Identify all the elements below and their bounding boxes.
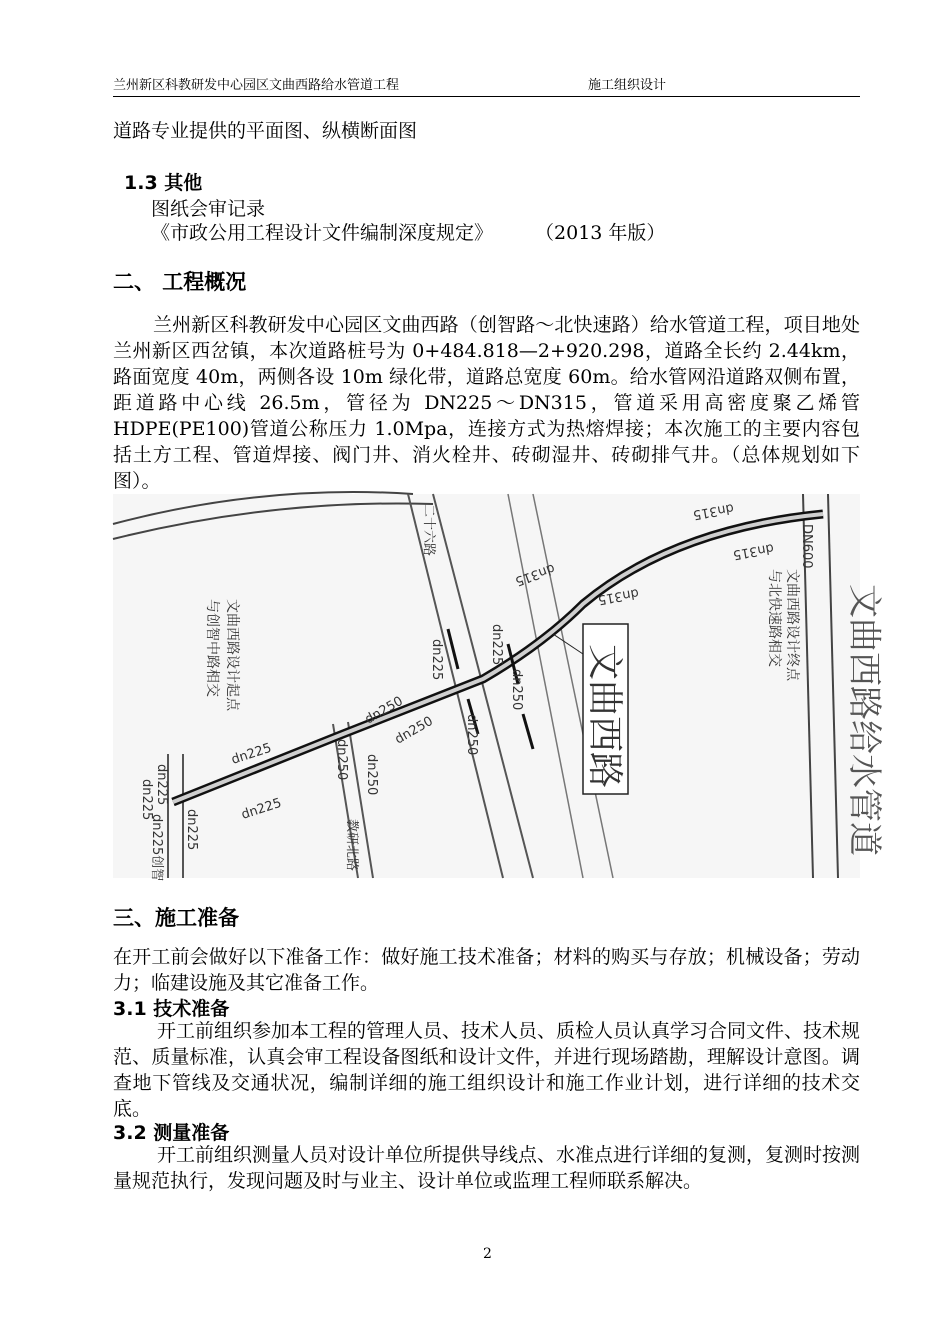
section-3-2-body: 开工前组织测量人员对设计单位所提供导线点、水准点进行详细的复测，复测时按测量规范执行，发现问题及时与业主、设计单位或监理工程师联系解决。 xyxy=(113,1144,861,1192)
pipe-label-dn250: dn250 xyxy=(364,754,379,796)
section-1-3-title: 1.3 其他 xyxy=(124,172,203,194)
road-label-chuangzhi: dn225创智 xyxy=(149,814,164,882)
header-project-title: 兰州新区科教研发中心园区文曲西路给水管道工程 xyxy=(113,78,400,93)
pipe-label-dn225: dn225 xyxy=(139,779,154,821)
road-plan-svg xyxy=(113,494,884,882)
header-rule xyxy=(113,96,860,97)
pipe-label-dn225: dn225 xyxy=(229,740,274,768)
header-doc-type: 施工组织设计 xyxy=(588,78,667,93)
road-label-jiaoyan: 教研北路 xyxy=(344,819,359,872)
road-name-label: 文曲西路 xyxy=(584,644,625,789)
pipe-label-dn315: dn315 xyxy=(731,540,775,563)
pipe-label-dn315: dn315 xyxy=(691,500,735,523)
section-3-1-title: 3.1 技术准备 xyxy=(113,998,230,1020)
section-3-2-title: 3.2 测量准备 xyxy=(113,1122,230,1144)
page-number: 2 xyxy=(483,1246,492,1262)
pipe-label-dn225: dn225 xyxy=(239,795,284,823)
section-2-title: 二、 工程概况 xyxy=(113,270,247,294)
road-plan-figure xyxy=(113,494,884,882)
pipe-label-dn225: dn225 xyxy=(184,809,199,851)
pipe-label-dn600: DN600 xyxy=(799,524,814,569)
road-label-26: 二十六路 xyxy=(421,504,436,557)
reference-standard: 《市政公用工程设计文件编制深度规定》 xyxy=(151,222,494,244)
pipe-label-dn250: dn250 xyxy=(334,739,349,781)
reference-line-2: 图纸会审记录 xyxy=(151,198,266,220)
pipe-label-dn250: dn250 xyxy=(464,714,479,756)
pipe-label-dn225: dn225 xyxy=(154,764,169,806)
section-3-title: 三、施工准备 xyxy=(113,906,239,930)
pipe-label-dn225: dn225 xyxy=(489,624,504,666)
section-2-body: 兰州新区科教研发中心园区文曲西路（创智路～北快速路）给水管道工程，项目地处兰州新区西岔镇，本次道路桩号为 0+484.818—2+920.298，道路全长约 2.44km，路面宽度 40m，两侧各设 10m 绿化带，道路总宽度 60m。给水管网沿道路双侧布置，距道路中心线 26.5m，管径为 DN225～DN315，管道采用高密度聚乙烯管 HDPE(PE100)管道公称压力 1.0Mpa，连接方式为热熔焊接；本次施工的主要内容包括土方工程、管道焊接、阀门井、消火栓井、砖砌湿井、砖砌排气井。（总体规划如下图）。 xyxy=(113,314,860,492)
end-point-label: 文曲西路设计终点 xyxy=(784,569,800,681)
reference-line-1: 道路专业提供的平面图、纵横断面图 xyxy=(113,120,418,142)
pipe-label-dn315: dn315 xyxy=(512,560,557,589)
pipe-label-dn250: dn250 xyxy=(392,713,436,748)
pipe-label-dn250: dn250 xyxy=(509,669,524,711)
pipe-label-dn225: dn225 xyxy=(429,639,444,681)
section-3-1-body: 开工前组织参加本工程的管理人员、技术人员、质检人员认真学习合同文件、技术规范、质量标准，认真会审工程设备图纸和设计文件，并进行现场踏勘，理解设计意图。调查地下管线及交通状况，编制详细的施工组织设计和施工作业计划，进行详细的技术交底。 xyxy=(113,1020,861,1120)
reference-line-3 xyxy=(151,220,665,246)
start-point-label: 文曲西路设计起点 xyxy=(224,599,240,711)
pipe-label-dn315: dn315 xyxy=(596,585,640,608)
section-3-intro: 在开工前会做好以下准备工作：做好施工技术准备；材料的购买与存放；机械设备；劳动力；临建设施及其它准备工作。 xyxy=(113,946,860,994)
side-title-label: 文曲西路给水管道 xyxy=(844,584,884,856)
end-point-label-2: 与北快速路相交 xyxy=(766,569,782,667)
pipe-label-dn250: dn250 xyxy=(362,693,406,728)
start-point-label-2: 与创智中路相交 xyxy=(204,599,220,697)
reference-edition: （2013 年版） xyxy=(535,222,666,244)
